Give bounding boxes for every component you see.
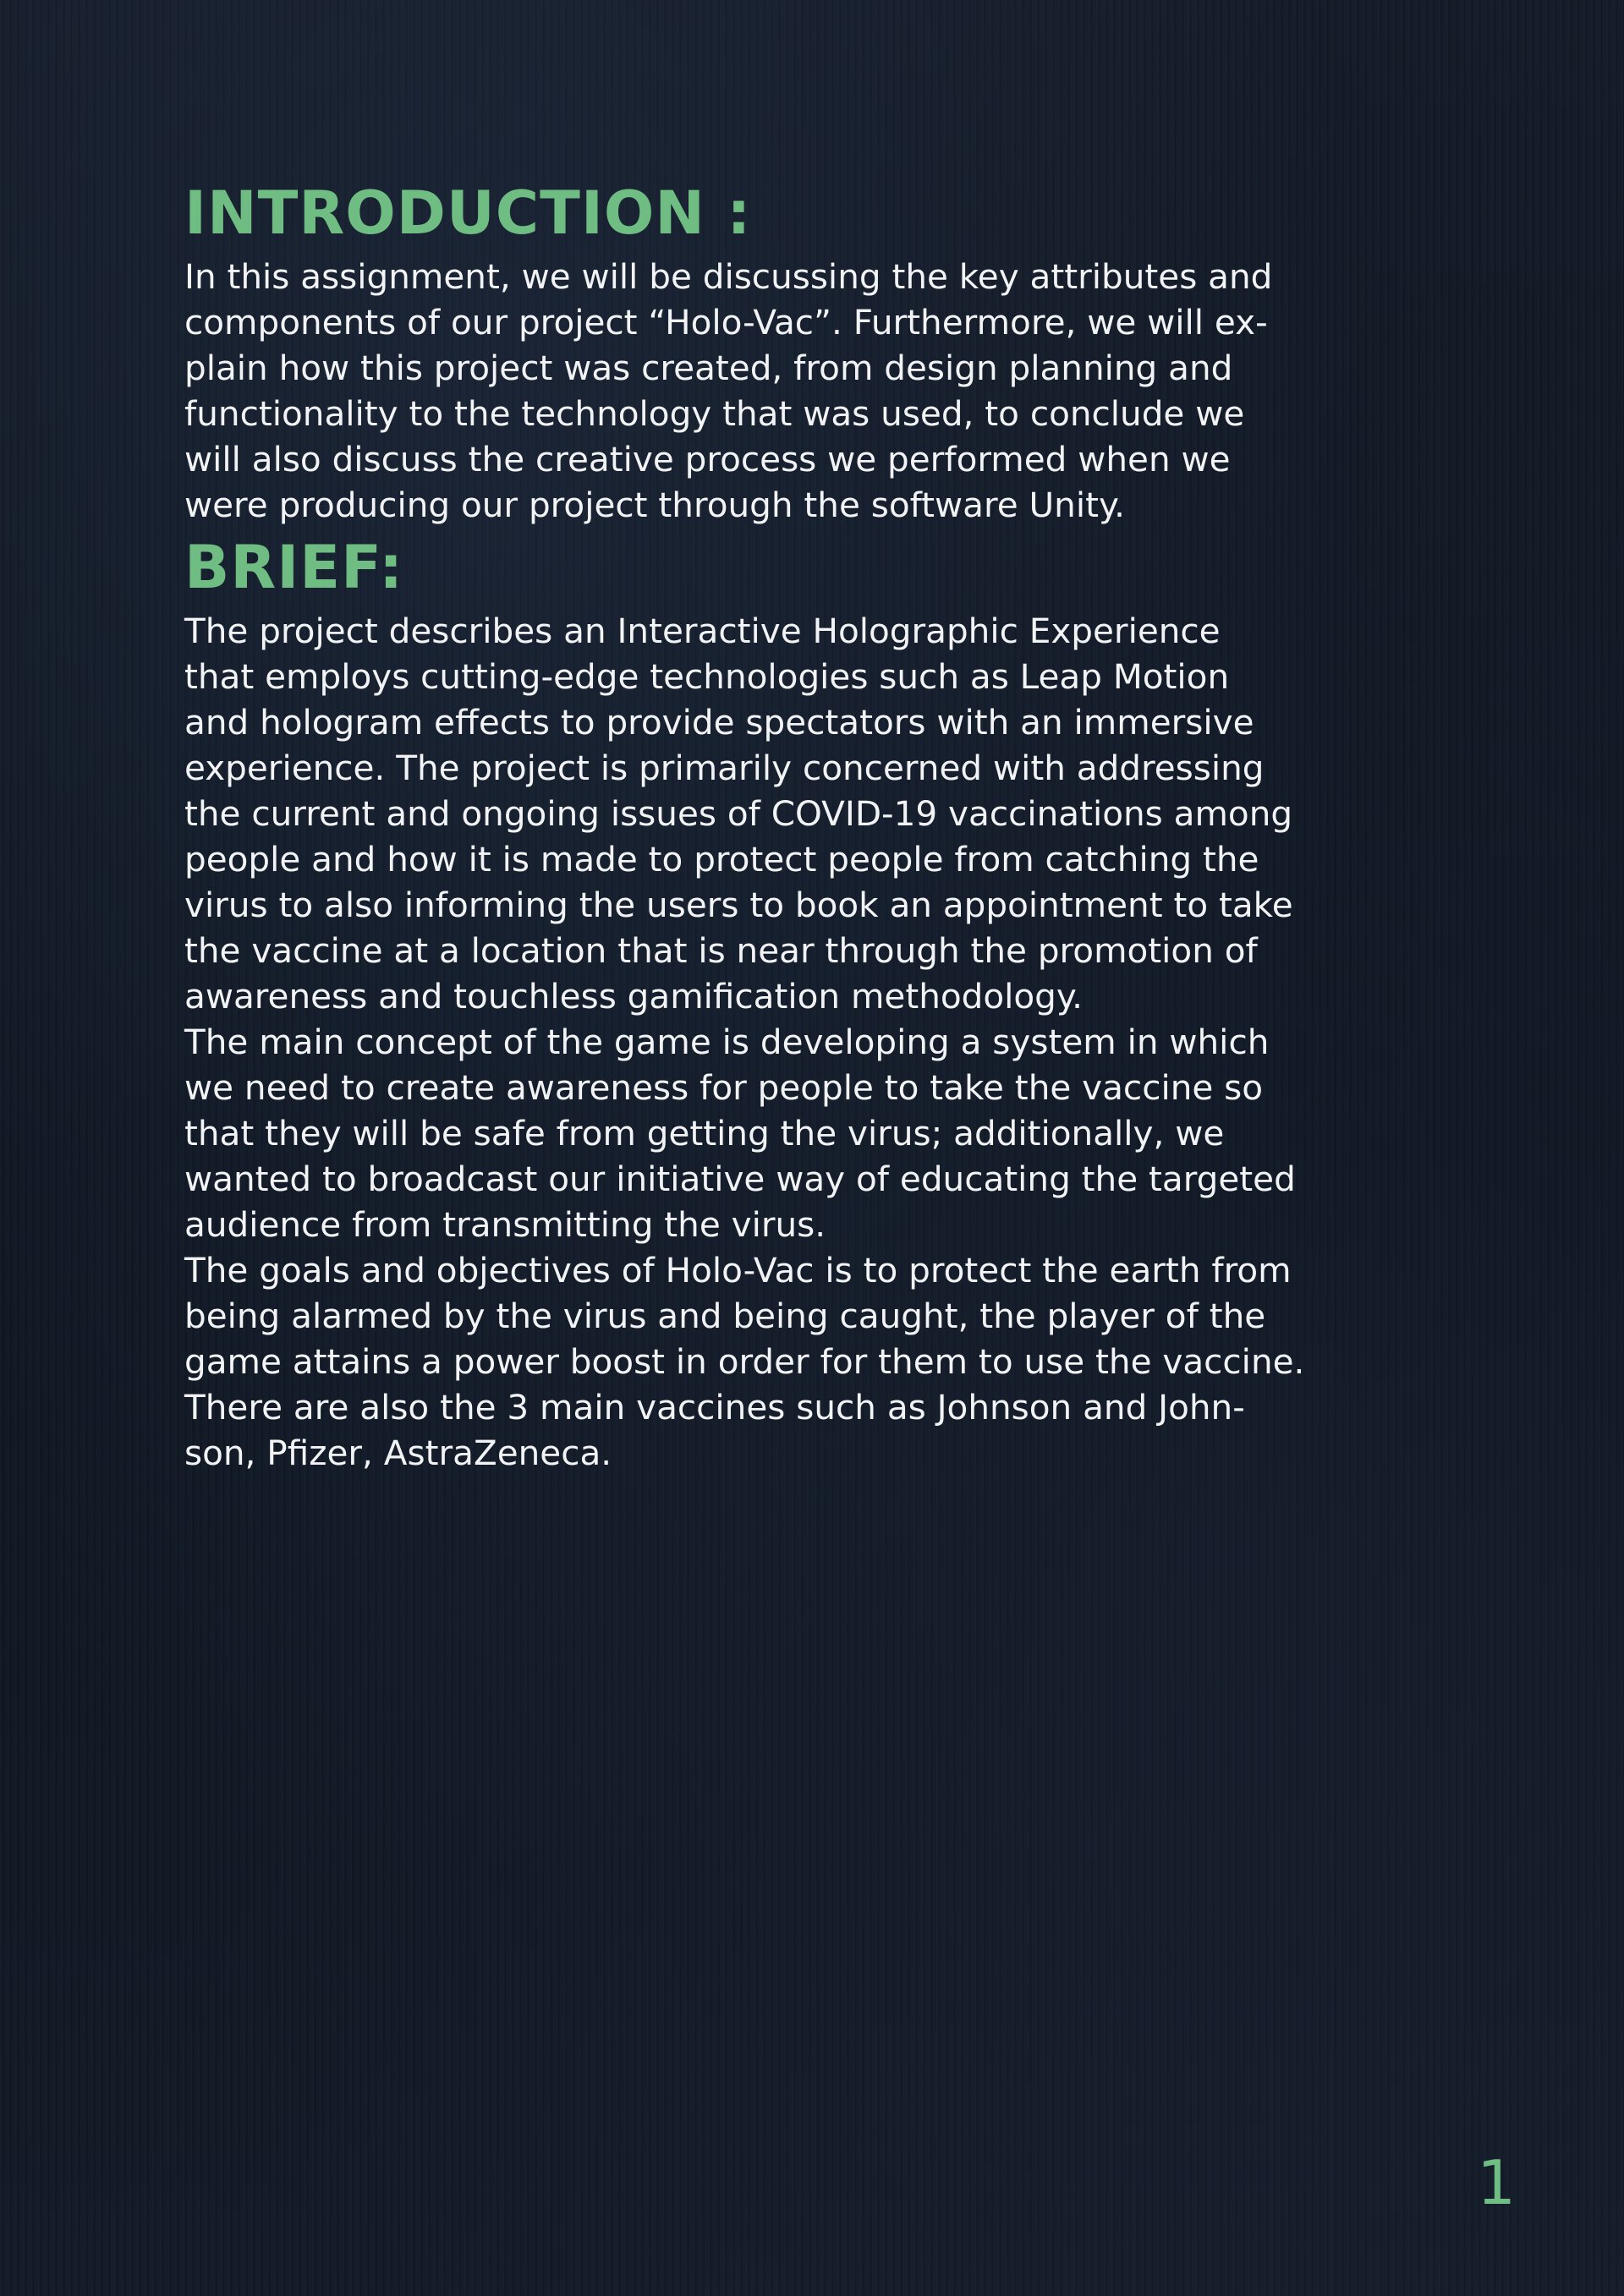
- brief-paragraph-2: The main concept of the game is developing a system in which we need to create awareness for people to take the vaccine so that they will be safe from getting the virus; additionally, we wanted to broadcast our initiative way of educating the targeted audience from transmitting the virus.: [184, 1022, 1296, 1245]
- page-number: 1: [1477, 2147, 1516, 2218]
- brief-paragraph-3: The goals and objectives of Holo-Vac is to protect the earth from being alarmed by the virus and being caught, the player of the game attains a power boost in order for them to use the vaccine. There are also the 3 main vaccines such as Johnson and John- son, Pfizer, AstraZeneca.: [184, 1250, 1305, 1473]
- brief-heading: BRIEF:: [184, 533, 404, 602]
- introduction-paragraph: In this assignment, we will be discussing the key attributes and components of our project “Holo-Vac”. Furthermore, we will ex- plain how this project was created, from design planning and functionality to the technology that was used, to conclude we will also discuss the creative process we performed when we were producing our project through the software Unity.: [184, 256, 1273, 525]
- introduction-heading: INTRODUCTION :: [184, 178, 752, 248]
- page-content: [184, 173, 1453, 1476]
- brief-paragraph-1: The project describes an Interactive Holographic Experience that employs cutting-edge technologies such as Leap Motion and hologram effects to provide spectators with an immersive experience. The project is primarily concerned with addressing the current and ongoing issues of COVID-19 vaccinations among people and how it is made to protect people from catching the virus to also informing the users to book an appointment to take the vaccine at a location that is near through the promotion of awareness and touchless gamification methodology.: [184, 611, 1293, 1016]
